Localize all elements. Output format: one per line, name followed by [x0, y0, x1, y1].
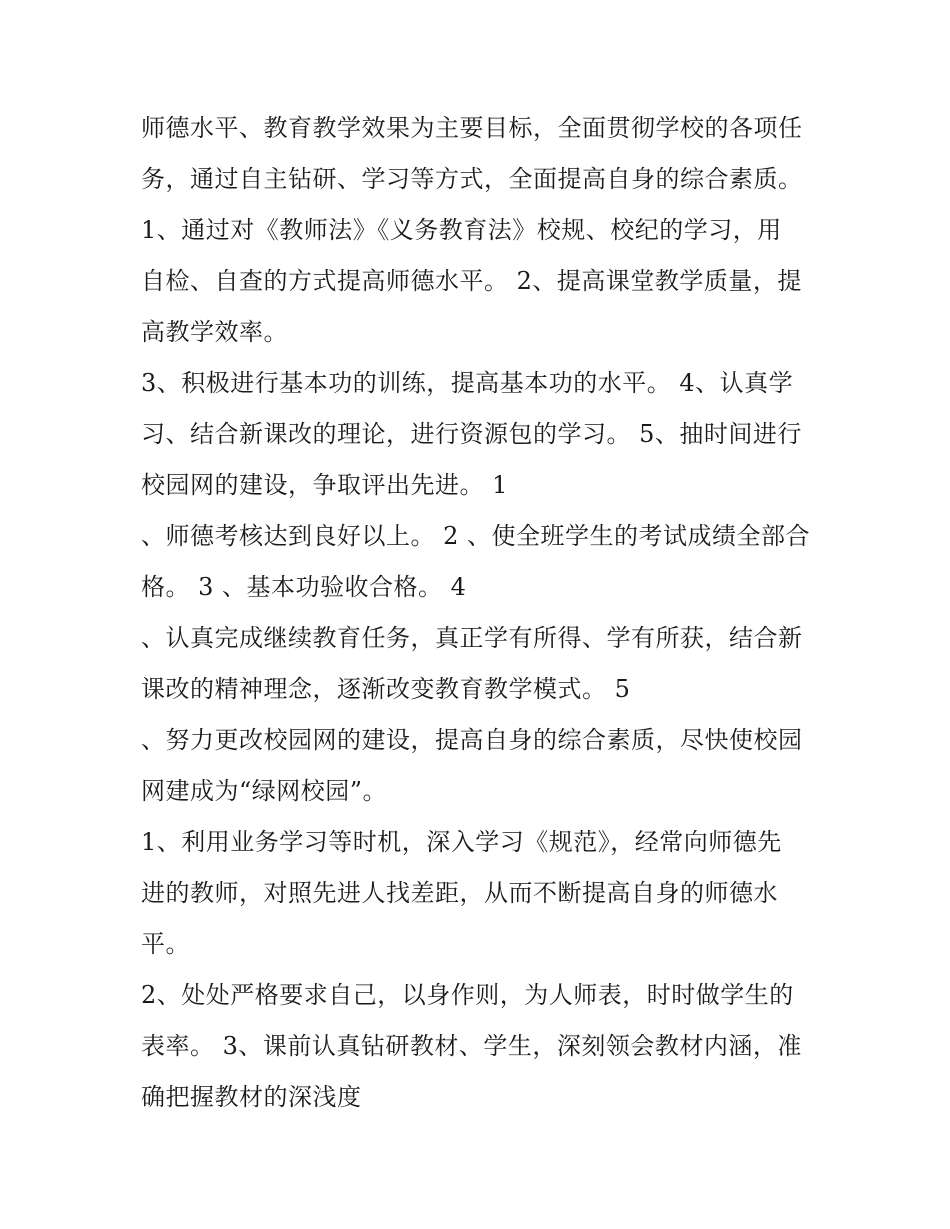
text-line: 确把握教材的深浅度	[141, 1083, 362, 1111]
text-line: 课改的精神理念，逐渐改变教育教学模式。 5	[141, 675, 631, 703]
text-line: 2、处处严格要求自己，以身作则，为人师表，时时做学生的	[141, 981, 794, 1009]
text-line: 自检、自查的方式提高师德水平。 2、提高课堂教学质量，提	[141, 267, 802, 295]
text-line: 表率。 3、课前认真钻研教材、学生，深刻领会教材内涵，准	[141, 1032, 802, 1060]
text-line: 进的教师，对照先进人找差距，从而不断提高自身的师德水	[141, 879, 778, 907]
text-line: 师德水平、教育教学效果为主要目标，全面贯彻学校的各项任	[141, 114, 803, 142]
text-line: 、师德考核达到良好以上。 2 、使全班学生的考试成绩全部合	[141, 522, 811, 550]
text-line: 3、积极进行基本功的训练，提高基本功的水平。 4、认真学	[141, 369, 794, 397]
text-line: 格。 3 、基本功验收合格。 4	[141, 573, 467, 601]
text-line: 1、利用业务学习等时机，深入学习《规范》，经常向师德先	[141, 828, 782, 856]
text-line: 高教学效率。	[141, 318, 288, 346]
document-body	[141, 103, 821, 1123]
text-line: 校园网的建设，争取评出先进。 1	[141, 471, 508, 499]
text-line: 务，通过自主钻研、学习等方式，全面提高自身的综合素质。	[141, 165, 803, 193]
text-line: 网建成为“绿网校园”。	[141, 777, 388, 805]
text-line: 1、通过对《教师法》《义务教育法》校规、校纪的学习，用	[141, 216, 782, 244]
text-line: 习、结合新课改的理论，进行资源包的学习。 5、抽时间进行	[141, 420, 802, 448]
text-line: 、努力更改校园网的建设，提高自身的综合素质，尽快使校园	[141, 726, 803, 754]
text-line: 平。	[141, 930, 190, 958]
text-line: 、认真完成继续教育任务，真正学有所得、学有所获，结合新	[141, 624, 803, 652]
